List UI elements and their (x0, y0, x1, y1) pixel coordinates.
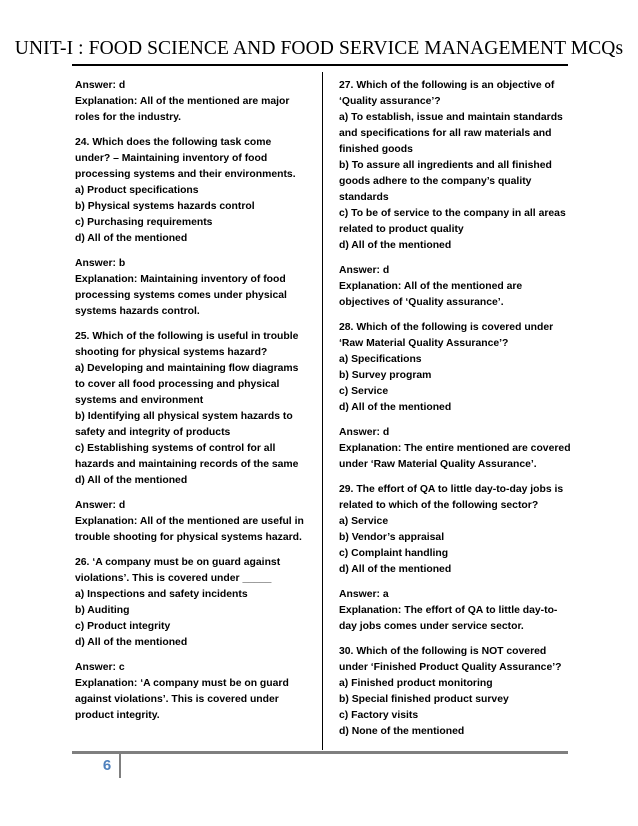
question-line: c) Complaint handling (339, 548, 449, 559)
answer-line: product integrity. (75, 710, 160, 721)
question-line: a) Finished product monitoring (339, 678, 493, 689)
question-block (75, 555, 307, 651)
block-spacer (339, 635, 579, 644)
answer-line: Answer: d (75, 500, 126, 511)
answer-line: day jobs comes under service sector. (339, 621, 524, 632)
block-spacer (75, 126, 307, 135)
answer-line: roles for the industry. (75, 112, 182, 123)
question-line: goods adhere to the company’s quality (339, 176, 532, 187)
question-line: b) Survey program (339, 370, 432, 381)
question-line: a) To establish, issue and maintain standards (339, 112, 563, 123)
question-line: 29. The effort of QA to little day-to-day jobs is (339, 484, 564, 495)
answer-line: systems hazards control. (75, 306, 200, 317)
answer-line: Answer: d (339, 265, 390, 276)
question-line: systems and environment (75, 395, 204, 406)
footer-rule (72, 751, 568, 754)
answer-line: Answer: a (339, 589, 389, 600)
question-line: a) Developing and maintaining flow diagrams (75, 363, 299, 374)
question-line: safety and integrity of products (75, 427, 231, 438)
answer-block (75, 78, 307, 126)
answer-line: Explanation: All of the mentioned are useful in (75, 516, 304, 527)
block-spacer (75, 651, 307, 660)
block-spacer (339, 311, 579, 320)
block-spacer (339, 473, 579, 482)
answer-block (75, 498, 307, 546)
question-line: c) Product integrity (75, 621, 171, 632)
left-column (75, 78, 307, 724)
right-column (339, 78, 579, 740)
question-line: b) Physical systems hazards control (75, 201, 255, 212)
answer-line: Explanation: ‘A company must be on guard (75, 678, 289, 689)
question-line: d) All of the mentioned (339, 240, 452, 251)
question-block (339, 644, 579, 740)
answer-line: trouble shooting for physical systems hazard. (75, 532, 302, 543)
answer-line: Explanation: The entire mentioned are covered (339, 443, 571, 454)
question-line: a) Specifications (339, 354, 422, 365)
question-line: 28. Which of the following is covered under (339, 322, 554, 333)
question-line: to cover all food processing and physical (75, 379, 280, 390)
question-line: and specifications for all raw materials and (339, 128, 552, 139)
question-line: d) All of the mentioned (75, 637, 188, 648)
question-line: ‘Raw Material Quality Assurance’? (339, 338, 509, 349)
question-line: under? – Maintaining inventory of food (75, 153, 268, 164)
question-line: c) Factory visits (339, 710, 419, 721)
question-line: b) Identifying all physical system hazards to (75, 411, 293, 422)
question-line: d) All of the mentioned (339, 402, 452, 413)
question-line: shooting for physical systems hazard? (75, 347, 268, 358)
question-block (339, 78, 579, 254)
question-line: b) Auditing (75, 605, 130, 616)
question-line: related to which of the following sector? (339, 500, 539, 511)
answer-line: under ‘Raw Material Quality Assurance’. (339, 459, 537, 470)
answer-line: Explanation: Maintaining inventory of food (75, 274, 286, 285)
question-line: ‘Quality assurance’? (339, 96, 441, 107)
answer-line: Answer: d (75, 80, 126, 91)
answer-block (75, 256, 307, 320)
answer-block (339, 263, 579, 311)
answer-block (339, 425, 579, 473)
question-line: standards (339, 192, 389, 203)
question-line: d) All of the mentioned (75, 233, 188, 244)
question-line: c) Establishing systems of control for all (75, 443, 276, 454)
page-number-divider (119, 754, 121, 778)
block-spacer (339, 416, 579, 425)
question-line: 30. Which of the following is NOT covered (339, 646, 547, 657)
answer-line: processing systems comes under physical (75, 290, 287, 301)
question-line: c) Purchasing requirements (75, 217, 213, 228)
question-line: processing systems and their environments. (75, 169, 296, 180)
question-line: 24. Which does the following task come (75, 137, 272, 148)
question-line: d) All of the mentioned (75, 475, 188, 486)
question-block (339, 482, 579, 578)
answer-line: Explanation: All of the mentioned are (339, 281, 523, 292)
answer-line: Explanation: All of the mentioned are major (75, 96, 290, 107)
question-line: b) To assure all ingredients and all finished (339, 160, 552, 171)
page-header-title: UNIT-I : FOOD SCIENCE AND FOOD SERVICE MANAGEMENT MCQs (14, 38, 624, 59)
question-line: d) None of the mentioned (339, 726, 465, 737)
question-line: b) Vendor’s appraisal (339, 532, 445, 543)
question-line: 26. ‘A company must be on guard against (75, 557, 281, 568)
question-line: b) Special finished product survey (339, 694, 509, 705)
question-line: a) Product specifications (75, 185, 199, 196)
question-line: a) Inspections and safety incidents (75, 589, 248, 600)
question-line: 27. Which of the following is an objective of (339, 80, 555, 91)
question-line: d) All of the mentioned (339, 564, 452, 575)
answer-line: Answer: d (339, 427, 390, 438)
answer-block (339, 587, 579, 635)
answer-line: Explanation: The effort of QA to little day-to- (339, 605, 558, 616)
question-block (75, 329, 307, 489)
question-line: 25. Which of the following is useful in trouble (75, 331, 299, 342)
answer-block (75, 660, 307, 724)
block-spacer (75, 489, 307, 498)
question-block (339, 320, 579, 416)
header-rule (72, 64, 568, 66)
answer-line: Answer: c (75, 662, 125, 673)
block-spacer (75, 546, 307, 555)
question-line: c) To be of service to the company in all areas (339, 208, 566, 219)
question-line: c) Service (339, 386, 389, 397)
question-line: hazards and maintaining records of the same (75, 459, 299, 470)
question-line: under ‘Finished Product Quality Assurance’? (339, 662, 562, 673)
page-number: 6 (102, 757, 112, 774)
question-line: related to product quality (339, 224, 464, 235)
block-spacer (75, 247, 307, 256)
column-divider (322, 72, 323, 750)
question-block (75, 135, 307, 247)
answer-line: Answer: b (75, 258, 126, 269)
block-spacer (75, 320, 307, 329)
answer-line: against violations’. This is covered under (75, 694, 279, 705)
answer-line: objectives of ‘Quality assurance’. (339, 297, 504, 308)
block-spacer (339, 254, 579, 263)
question-line: violations’. This is covered under _____ (75, 573, 272, 584)
question-line: a) Service (339, 516, 389, 527)
question-line: finished goods (339, 144, 413, 155)
block-spacer (339, 578, 579, 587)
